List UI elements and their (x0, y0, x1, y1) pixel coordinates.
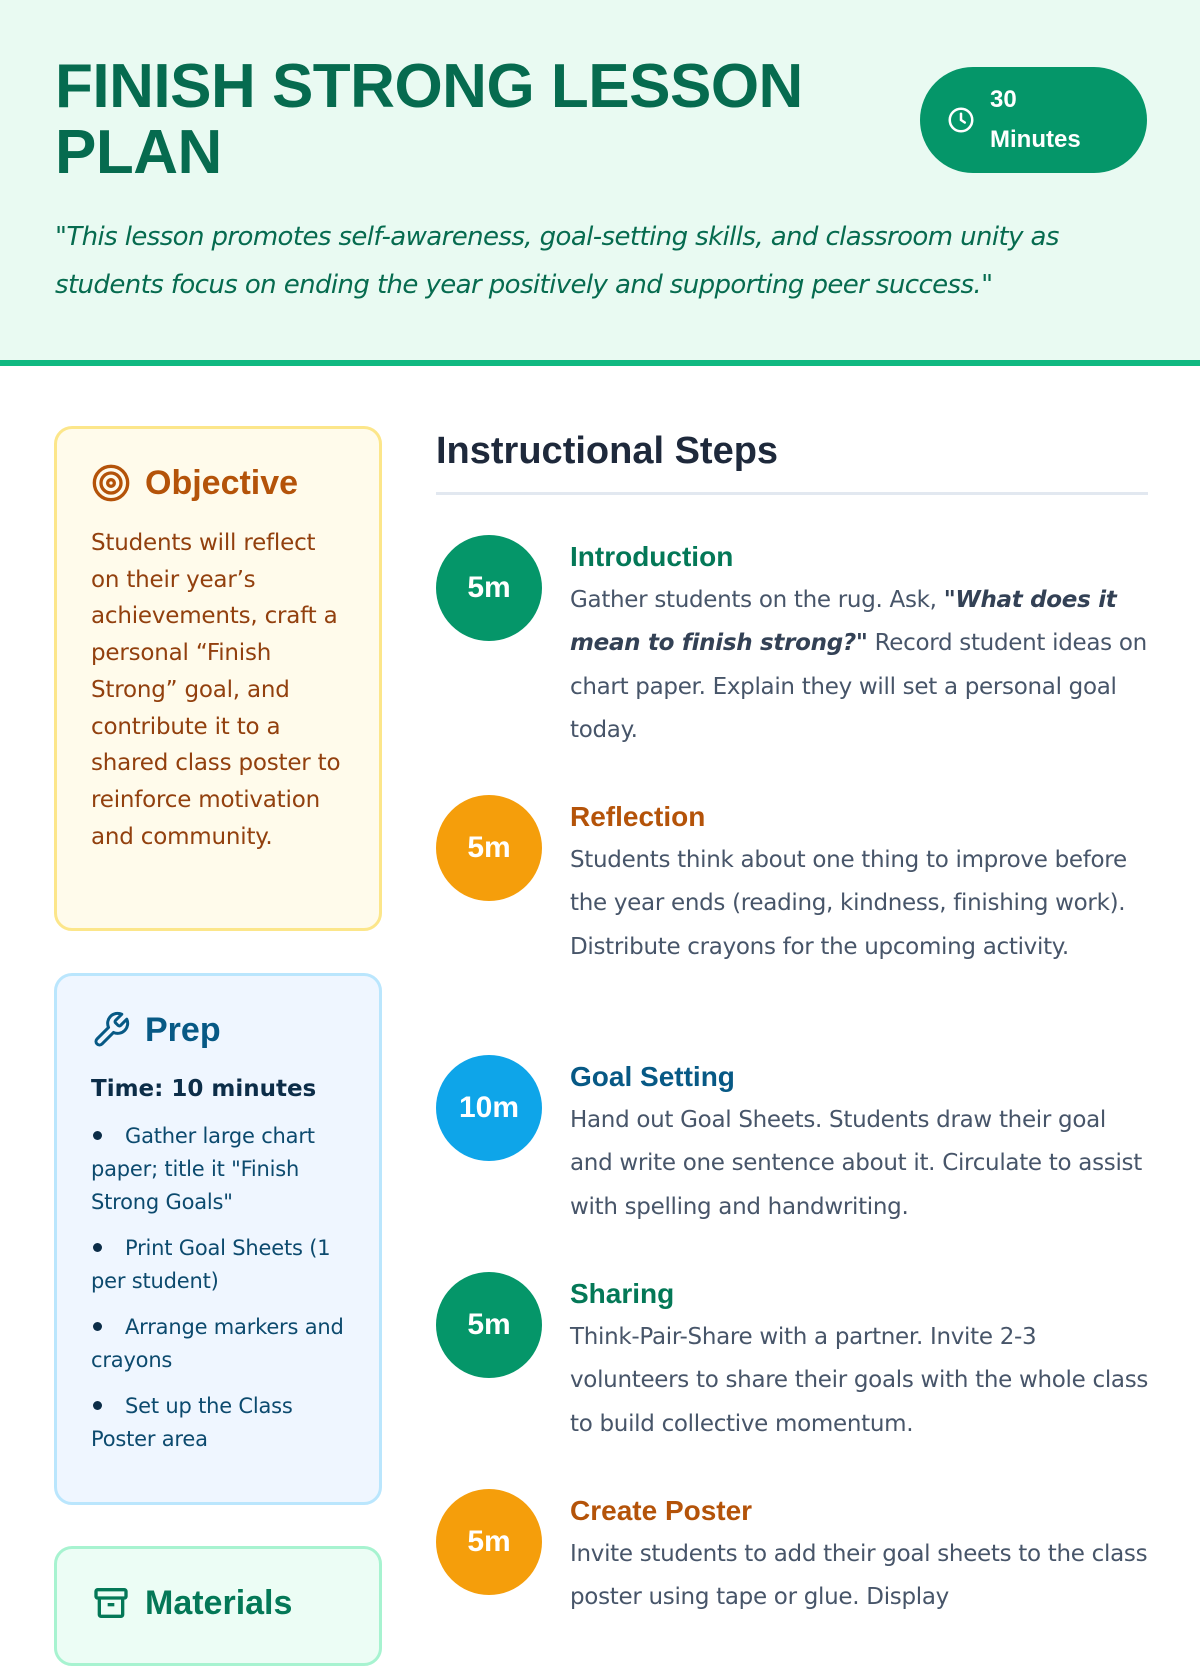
step-title: Reflection (570, 801, 706, 832)
step-description: Think-Pair-Share with a partner. Invite 2-3 volunteers to share their goals with the whole class to build collective momentum. (570, 1324, 1149, 1437)
prep-time: Time: 10 minutes (91, 1076, 317, 1102)
step-description: Hand out Goal Sheets. Students draw their goal and write one sentence about it. Circulate to assist with spelling and handwriting. (570, 1107, 1142, 1220)
list-item: Set up the Class Poster area (91, 1394, 293, 1451)
objective-body: Students will reflect on their year’s achievements, craft a personal “Finish Strong” goal, and contribute it to a shared class poster to reinforce motivation and community. (91, 530, 341, 850)
step-duration-badge: 5m (436, 535, 542, 641)
lesson-header (0, 0, 1200, 366)
step-title: Goal Setting (570, 1061, 735, 1092)
step-description: Invite students to add their goal sheets to the class poster using tape or glue. Display (570, 1541, 1148, 1611)
steps-heading: Instructional Steps (436, 430, 779, 472)
step-description: Students think about one thing to improve before the year ends (reading, kindness, finishing work). Distribute crayons for the upcoming activity. (570, 847, 1127, 960)
clock-icon (946, 105, 976, 135)
step-duration-badge: 5m (436, 795, 542, 901)
step-duration-badge: 5m (436, 1272, 542, 1378)
materials-card (54, 1546, 382, 1666)
prep-header (91, 1010, 347, 1050)
wrench-icon (91, 1010, 131, 1050)
steps-divider (436, 492, 1148, 495)
step-duration-badge: 10m (436, 1055, 542, 1161)
step-duration-badge: 5m (436, 1489, 542, 1595)
materials-title: Materials (145, 1584, 293, 1622)
page-title: FINISH STRONG LESSON PLAN (55, 52, 803, 187)
objective-header (91, 463, 347, 503)
step-title: Sharing (570, 1278, 675, 1309)
objective-card (54, 426, 382, 931)
lesson-summary-quote: "This lesson promotes self-awareness, goal-setting skills, and classroom unity as students focus on ending the year positively and supporting peer success." (55, 222, 1059, 300)
list-item: Arrange markers and crayons (91, 1315, 344, 1372)
step-title: Create Poster (570, 1495, 753, 1526)
list-item: Gather large chart paper; title it "Finish Strong Goals" (91, 1124, 315, 1214)
box-icon (91, 1583, 131, 1623)
prep-title: Prep (145, 1011, 221, 1049)
materials-header (91, 1583, 347, 1623)
step-title: Introduction (570, 541, 734, 572)
target-icon (91, 463, 131, 503)
objective-title: Objective (145, 464, 299, 502)
prep-card (54, 973, 382, 1505)
step-description: Gather students on the rug. Ask, "What does it mean to finish strong?" Record student ideas on chart paper. Explain they will set a personal goal today. (570, 587, 1147, 744)
duration-label: 30 Minutes (990, 86, 1081, 153)
list-item: Print Goal Sheets (1 per student) (91, 1236, 331, 1293)
prep-list (91, 1120, 347, 1456)
duration-badge (920, 67, 1147, 173)
